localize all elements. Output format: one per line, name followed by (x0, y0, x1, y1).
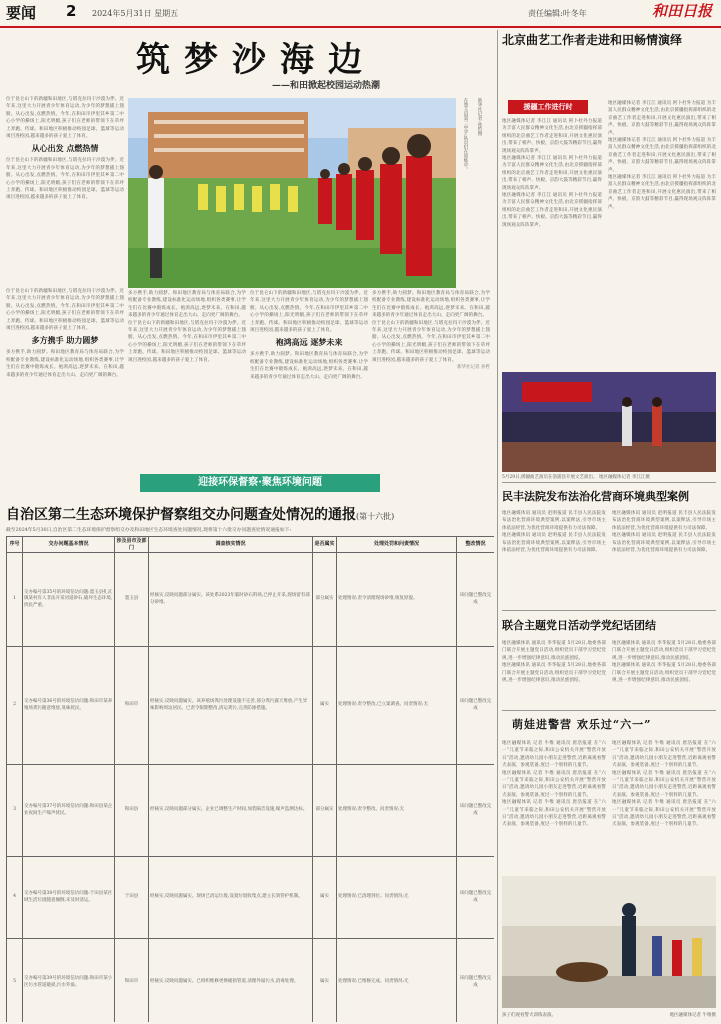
law-title: 民丰法院发布法治化营商环境典型案例 (502, 490, 689, 503)
body-text: 位于昆仑山下的新疆和田地区,与塔克拉玛干沙漠为伴。近年来,这里大力开展青少年体育运动,为少年的梦想插上翅膀。从心出发,点燃热情。今年,在和田市伊里其乡第二中心小学的操场上,阳光明媚,孩子们在老师的带领下在草坪上奔跑、传球。和田地区积极推动校园足球、篮球等运动项目进校园,越来越多的孩子爱上了体育。 (6, 289, 124, 332)
env-title: 自治区第二生态环境保护督察组交办问题查处情况的通报 (6, 507, 356, 523)
stage-performance-image (502, 372, 716, 472)
fix-cell: 该问题已整改完成 (457, 857, 495, 939)
body-text: 地区融媒体记者 李江江 通讯员 阿卜杜外力报道 为丰富人民群众精神文化生活,由北京援疆指挥部组织的北京曲艺工作者走进和田,开展文化惠民演出,带来了相声、快板、京韵大鼓等精彩节目,赢得现场观众阵阵掌声。 (502, 119, 602, 154)
county-cell: 和田县 (115, 765, 149, 857)
row-number: 1 (7, 553, 23, 647)
author-credit: 新华社记者 孙哲 (457, 365, 490, 371)
main-headline-block (6, 30, 491, 96)
kids-text-right (612, 740, 716, 872)
main-text-left (6, 96, 124, 286)
body-text: 地区融媒体记者 李江江 通讯员 阿卜杜外力报道 为丰富人民群众精神文化生活,由北京援疆指挥部组织的北京曲艺工作者走进和田,开展文化惠民演出,带来了相声、快板、京韵大鼓等精彩节目,赢得现场观众阵阵掌声。 (502, 156, 602, 191)
table-row (7, 939, 495, 1022)
article-title: 北京曲艺工作者走进和田畅情演绎 (502, 33, 683, 47)
issue-cell: 交办编号第35号的环境信访问题:墨玉县扎瓦镇某村有人非法开采河道砂石,破坏生态环境,扰民严重。 (23, 553, 115, 647)
page-header (0, 0, 721, 28)
kids-text-left (502, 740, 606, 872)
body-text: 地区融媒体记者 李江江 通讯员 阿卜杜外力报道 为丰富人民群众精神文化生活,由北京援疆指挥部组织的北京曲艺工作者走进和田,开展文化惠民演出,带来了相声、快板、京韵大鼓等精彩节目,赢得现场观众阵阵掌声。 (608, 138, 716, 173)
subheading: 从心出发 点燃热情 (31, 143, 99, 154)
main-text-col-2 (128, 290, 246, 460)
row-number: 3 (7, 765, 23, 857)
fix-cell: 该问题已整改完成 (457, 939, 495, 1022)
photo-credit: 新华社记者 孙哲摄 (477, 98, 482, 136)
page-number: 2 (66, 2, 77, 20)
kids-photo (502, 876, 716, 1008)
subheading: 袍鸿高远 逐梦未来 (275, 337, 343, 348)
body-text: 位于昆仑山下的新疆和田地区,与塔克拉玛干沙漠为伴。近年来,这里大力开展青少年体育运动,为少年的梦想插上翅膀。从心出发,点燃热情。今年,在和田市伊里其乡第二中心小学的操场上,阳光明媚,孩子们在老师的带领下在草坪上奔跑、传球。和田地区积极推动校园足球、篮球等运动项目进校园,越来越多的孩子爱上了体育。 (128, 320, 246, 363)
party-title: 联合主题党日活动学党纪话团结 (502, 619, 656, 632)
county-cell: 于田县 (115, 857, 149, 939)
body-text: 多方携手,助力圆梦。和田地区教育局与体育局联合,为学校配备专业教练,建设标准化运动场地,组织各类赛事,让学生们在比赛中锻炼成长。袍鸿高远,逐梦未来。在和田,越来越多的青少年通过体育走出大山、走向更广阔的舞台。 (128, 291, 246, 319)
real-cell: 部分属实 (313, 765, 337, 857)
football-team-image (128, 98, 456, 288)
body-text: 多方携手,助力圆梦。和田地区教育局与体育局联合,为学校配备专业教练,建设标准化运动场地,组织各类赛事,让学生们在比赛中锻炼成长。袍鸿高远,逐梦未来。在和田,越来越多的青少年通过体育走出大山、走向更广阔的舞台。 (6, 350, 124, 378)
editor-credit: 责任编辑:叶冬年 (528, 9, 587, 18)
env-title-block (6, 504, 494, 524)
law-text-left (502, 510, 606, 606)
county-cell: 墨玉县 (115, 553, 149, 647)
body-text: 地区融媒体记者 李江江 通讯员 阿卜杜外力报道 为丰富人民群众精神文化生活,由北京援疆指挥部组织的北京曲艺工作者走进和田,开展文化惠民演出,带来了相声、快板、京韵大鼓等精彩节目,赢得现场观众阵阵掌声。 (502, 193, 602, 228)
finding-cell: 经核实,反映问题属实。现场已清运垃圾,设置垃圾收集点,建立长效管护机制。 (149, 857, 313, 939)
action-cell: 处理情况:责令整改。问责情况:无 (337, 765, 457, 857)
row-number: 2 (7, 647, 23, 765)
culture-article (502, 32, 716, 48)
body-text: 地区融媒体讯 通讯员 赵明报道 民丰县人民法院发布法治化营商环境典型案例,以案释法,引导市场主体依法经营,为优化营商环境提供有力司法保障。 (612, 511, 716, 531)
issue-cell: 交办编号第37号的环境信访问题:和田县某企业夜间生产噪声扰民。 (23, 765, 115, 857)
culture-caption (502, 474, 716, 480)
body-text: 地区融媒体讯 通讯员 李华报道 5月28日,地委各部门联合开展主题党日活动,组织党员干部学习党纪党规,进一步增强纪律意识,推动民族团结。 (502, 663, 606, 684)
caption-text: 5月29日,援疆曲艺演员在洛浦县开展文艺演出。 (502, 475, 598, 480)
caption-credit: 地区融媒体记者 李江江摄 (598, 475, 650, 480)
body-text: 位于昆仑山下的新疆和田地区,与塔克拉玛干沙漠为伴。近年来,这里大力开展青少年体育运动,为少年的梦想插上翅膀。从心出发,点燃热情。今年,在和田市伊里其乡第二中心小学的操场上,阳光明媚,孩子们在老师的带领下在草坪上奔跑、传球。和田地区积极推动校园足球、篮球等运动项目进校园,越来越多的孩子爱上了体育。 (372, 320, 490, 363)
culture-text-right (608, 100, 716, 408)
issue-cell: 交办编号第38号的环境信访问题:于田县某区域生活垃圾随意倾倒,未及时清运。 (23, 857, 115, 939)
subheading: 多方携手 助力圆梦 (31, 335, 99, 346)
column-header: 调查核实情况 (149, 537, 313, 553)
issue-date: 2024年5月31日 星期五 (92, 9, 179, 18)
finding-cell: 经核实,反映问题属实。该养殖场粪污处理设施不完善,部分粪污露天堆放,产生异味影响周边居民。已责令限期整改,清运粪污,完善防渗措施。 (149, 647, 313, 765)
column-header: 涉及县市及部门 (115, 537, 149, 553)
culture-text-left (502, 118, 602, 408)
main-text-left-2 (6, 288, 124, 460)
law-text-right (612, 510, 716, 606)
column-header: 整改情况 (457, 537, 495, 553)
section-name: 要闻 (6, 4, 37, 22)
kids-caption (502, 1012, 716, 1018)
real-cell: 部分属实 (313, 553, 337, 647)
body-text: 地区融媒体讯 记者 牛维 通讯员 唐浩报道 在“六一”儿童节来临之际,和田公安机关开展“警营开放日”活动,邀请幼儿园小朋友走进警营,近距离观看警犬表演、参观装备,度过一个别样的儿童节。 (612, 800, 716, 828)
body-text: 位于昆仑山下的新疆和田地区,与塔克拉玛干沙漠为伴。近年来,这里大力开展青少年体育运动,为少年的梦想插上翅膀。从心出发,点燃热情。今年,在和田市伊里其乡第二中心小学的操场上,阳光明媚,孩子们在老师的带领下在草坪上奔跑、传球。和田地区积极推动校园足球、篮球等运动项目进校园,越来越多的孩子爱上了体育。 (250, 291, 368, 334)
action-cell: 处理情况:已维修完成。问责情况:无 (337, 939, 457, 1022)
body-text: 地区融媒体讯 记者 牛维 通讯员 唐浩报道 在“六一”儿童节来临之际,和田公安机关开展“警营开放日”活动,邀请幼儿园小朋友走进警营,近距离观看警犬表演、参观装备,度过一个别样的儿童节。 (502, 800, 606, 828)
body-text: 地区融媒体讯 记者 牛维 通讯员 唐浩报道 在“六一”儿童节来临之际,和田公安机关开展“警营开放日”活动,邀请幼儿园小朋友走进警营,近距离观看警犬表演、参观装备,度过一个别样的儿童节。 (612, 741, 716, 769)
real-cell: 属实 (313, 647, 337, 765)
body-text: 地区融媒体讯 通讯员 赵明报道 民丰县人民法院发布法治化营商环境典型案例,以案释法,引导市场主体依法经营,为优化营商环境提供有力司法保障。 (502, 511, 606, 531)
body-text: 地区融媒体讯 通讯员 李华报道 5月28日,地委各部门联合开展主题党日活动,组织党员干部学习党纪党规,进一步增强纪律意识,推动民族团结。 (612, 641, 716, 661)
column-header: 序号 (7, 537, 23, 553)
fix-cell: 该问题已整改完成 (457, 765, 495, 857)
issue-cell: 交办编号第39号的环境信访问题:和田市某小区污水管道破损,污水外溢。 (23, 939, 115, 1022)
body-text: 位于昆仑山下的新疆和田地区,与塔克拉玛干沙漠为伴。近年来,这里大力开展青少年体育运动,为少年的梦想插上翅膀。从心出发,点燃热情。今年,在和田市伊里其乡第二中心小学的操场上,阳光明媚,孩子们在老师的带领下在草坪上奔跑、传球。和田地区积极推动校园足球、篮球等运动项目进校园,越来越多的孩子爱上了体育。 (6, 158, 124, 201)
finding-cell: 经核实,反映问题部分属实。该处系2023年临时砂石料场,已停止开采,现场留有部分砂堆。 (149, 553, 313, 647)
env-report-table (6, 536, 494, 1022)
county-cell: 和田市 (115, 939, 149, 1022)
column-header: 交办问题基本情况 (23, 537, 115, 553)
section-divider (502, 610, 716, 611)
table-row (7, 857, 495, 939)
body-text: 多方携手,助力圆梦。和田地区教育局与体育局联合,为学校配备专业教练,建设标准化运动场地,组织各类赛事,让学生们在比赛中锻炼成长。袍鸿高远,逐梦未来。在和田,越来越多的青少年通过体育走出大山、走向更广阔的舞台。 (250, 352, 368, 380)
caption-text: 孩子们观看警犬训练表演。 (502, 1013, 556, 1018)
table-row (7, 553, 495, 647)
report-table (6, 536, 494, 1022)
fix-cell: 该问题已整改完成 (457, 553, 495, 647)
env-intro: 截至2024年5月30日,自治区第二生态环境保护督察组交办及和田地区生态环境查处问题情况,现将第十六批交办问题查处情况通报如下: (6, 528, 292, 533)
police-dog-image (502, 876, 716, 1008)
body-text: 多方携手,助力圆梦。和田地区教育局与体育局联合,为学校配备专业教练,建设标准化运动场地,组织各类赛事,让学生们在比赛中锻炼成长。袍鸿高远,逐梦未来。在和田,越来越多的青少年通过体育走出大山、走向更广阔的舞台。 (372, 291, 490, 319)
main-subtitle: ——和田掀起校园运动热潮 (271, 81, 380, 91)
body-text: 地区融媒体讯 通讯员 李华报道 5月28日,地委各部门联合开展主题党日活动,组织党员干部学习党纪党规,进一步增强纪律意识,推动民族团结。 (612, 663, 716, 684)
body-text: 地区融媒体讯 通讯员 赵明报道 民丰县人民法院发布法治化营商环境典型案例,以案释法,引导市场主体依法经营,为优化营商环境提供有力司法保障。 (502, 533, 606, 554)
issue-cell: 交办编号第36号的环境信访问题:和田市某养殖场粪污随意堆放,臭味扰民。 (23, 647, 115, 765)
body-text: 地区融媒体记者 李江江 通讯员 阿卜杜外力报道 为丰富人民群众精神文化生活,由北京援疆指挥部组织的北京曲艺工作者走进和田,开展文化惠民演出,带来了相声、快板、京韵大鼓等精彩节目,赢得现场观众阵阵掌声。 (608, 101, 716, 136)
main-text-col-4 (372, 290, 490, 460)
real-cell: 属实 (313, 939, 337, 1022)
fix-cell: 该问题已整改完成 (457, 647, 495, 765)
body-text: 位于昆仑山下的新疆和田地区,与塔克拉玛干沙漠为伴。近年来,这里大力开展青少年体育运动,为少年的梦想插上翅膀。从心出发,点燃热情。今年,在和田市伊里其乡第二中心小学的操场上,阳光明媚,孩子们在老师的带领下在草坪上奔跑、传球。和田地区积极推动校园足球、篮球等运动项目进校园,越来越多的孩子爱上了体育。 (6, 97, 124, 140)
row-number: 4 (7, 857, 23, 939)
newspaper-logo: 和田日报 (652, 2, 713, 20)
table-row (7, 765, 495, 857)
body-text: 地区融媒体讯 记者 牛维 通讯员 唐浩报道 在“六一”儿童节来临之际,和田公安机关开展“警营开放日”活动,邀请幼儿园小朋友走进警营,近距离观看警犬表演、参观装备,度过一个别样的儿童节。 (502, 770, 606, 798)
body-text: 地区融媒体讯 记者 牛维 通讯员 唐浩报道 在“六一”儿童节来临之际,和田公安机关开展“警营开放日”活动,邀请幼儿园小朋友走进警营,近距离观看警犬表演、参观装备,度过一个别样的儿童节。 (612, 770, 716, 798)
column-divider (497, 30, 498, 1024)
body-text: 地区融媒体记者 李江江 通讯员 阿卜杜外力报道 为丰富人民群众精神文化生活,由北京援疆指挥部组织的北京曲艺工作者走进和田,开展文化惠民演出,带来了相声、快板、京韵大鼓等精彩节目,赢得现场观众阵阵掌声。 (608, 175, 716, 210)
env-title-suffix: (第十六批) (356, 512, 395, 521)
section-divider (502, 710, 716, 711)
kids-title: 萌娃进警营 欢乐过“六一” (512, 718, 652, 731)
body-text: 地区融媒体讯 通讯员 赵明报道 民丰县人民法院发布法治化营商环境典型案例,以案释法,引导市场主体依法经营,为优化营商环境提供有力司法保障。 (612, 533, 716, 554)
table-header-row (7, 537, 495, 553)
section-divider (502, 482, 716, 483)
row-number: 5 (7, 939, 23, 1022)
party-text-right (612, 640, 716, 706)
main-photo (128, 98, 456, 288)
photo-caption: 在墨玉县第二中学,队员们在训练中。 (463, 98, 468, 172)
main-title: 筑梦沙海边 (136, 40, 376, 80)
body-text: 地区融媒体讯 通讯员 李华报道 5月28日,地委各部门联合开展主题党日活动,组织党员干部学习党纪党规,进一步增强纪律意识,推动民族团结。 (502, 641, 606, 661)
real-cell: 属实 (313, 857, 337, 939)
section-tag: 援疆工作进行时 (508, 100, 588, 114)
finding-cell: 经核实,反映问题属实。已组织维修更换破损管道,清理外溢污水,消毒处理。 (149, 939, 313, 1022)
caption-credit: 地区融媒体记者 牛维摄 (669, 1013, 716, 1018)
body-text: 地区融媒体讯 记者 牛维 通讯员 唐浩报道 在“六一”儿童节来临之际,和田公安机关开展“警营开放日”活动,邀请幼儿园小朋友走进警营,近距离观看警犬表演、参观装备,度过一个别样的儿童节。 (502, 741, 606, 769)
party-text-left (502, 640, 606, 706)
column-header: 处理处罚和问责情况 (337, 537, 457, 553)
main-text-col-3 (250, 290, 368, 460)
finding-cell: 经核实,反映问题部分属实。企业已调整生产时间,加装隔音设施,噪声监测达标。 (149, 765, 313, 857)
env-banner: 迎接环保督察·聚焦环境问题 (140, 474, 380, 492)
table-row (7, 647, 495, 765)
county-cell: 和田市 (115, 647, 149, 765)
action-cell: 处理情况:责令整改,已立案调查。问责情况:无 (337, 647, 457, 765)
action-cell: 处理情况:责令清理现场砂堆,恢复原貌。 (337, 553, 457, 647)
action-cell: 处理情况:已清理到位。问责情况:无 (337, 857, 457, 939)
column-header: 是否属实 (313, 537, 337, 553)
culture-photo (502, 372, 716, 472)
